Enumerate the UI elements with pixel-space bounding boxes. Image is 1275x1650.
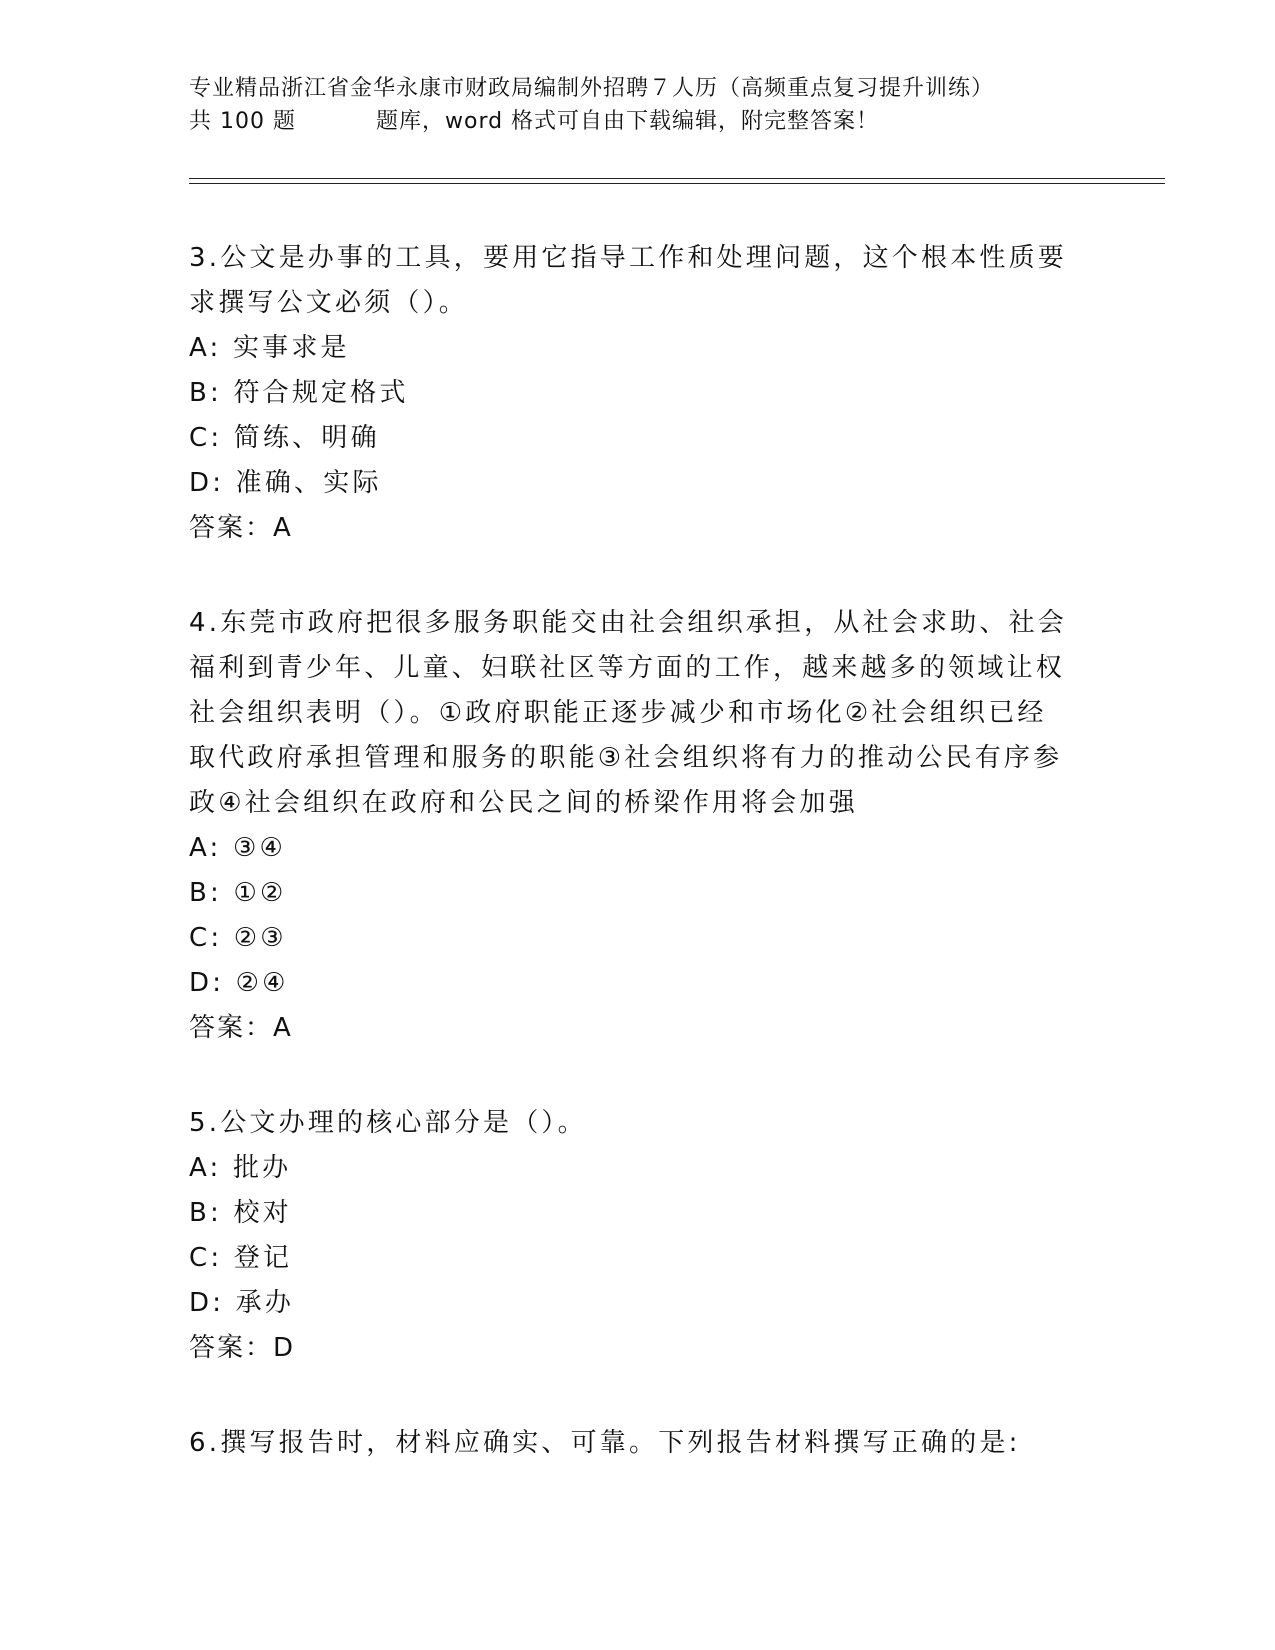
option-a: A: ③④ [189,833,286,863]
answer-line: 答案：D [189,1333,296,1363]
question-item [189,1421,1069,1466]
header-subtitle [189,105,1089,138]
question-list [189,236,1069,1466]
header-title: 专业精品浙江省金华永康市财政局编制外招聘７人历（高频重点复习提升训练） [189,76,995,101]
question-text: 3.公文是办事的工具，要用它指导工作和处理问题，这个根本性质要求撰写公文必须（）。 [189,243,1068,318]
page-header [189,72,1089,138]
header-divider-bottom [189,183,1165,184]
header-question-count: 共 100 题 [189,109,296,134]
question-item [189,1101,1069,1371]
header-description: 题库，word 格式可自由下载编辑，附完整答案！ [375,109,880,134]
question-text: 6.撰写报告时，材料应确实、可靠。下列报告材料撰写正确的是: [189,1428,1021,1458]
question-item [189,601,1069,1051]
option-d: D: ②④ [189,968,289,998]
answer-line: 答案：A [189,1013,293,1043]
answer-line: 答案：A [189,513,293,543]
option-c: C: 登记 [189,1243,293,1273]
question-item [189,236,1069,551]
option-c: C: 简练、明确 [189,423,380,453]
option-b: B: ①② [189,878,287,908]
question-text: 4.东莞市政府把很多服务职能交由社会组织承担，从社会求助、社会福利到青少年、儿童、妇联社区等方面的工作，越来越多的领域让权社会组织表明（）。①政府职能正逐步减少和市场化②社会组织已经取代政府承担管理和服务的职能③社会组织将有力的推动公民有序参政④社会组织在政府和公民之间的桥梁作用将会加强 [189,608,1068,818]
option-d: D: 承办 [189,1288,295,1318]
option-c: C: ②③ [189,923,287,953]
header-divider-top [189,178,1165,179]
option-b: B: 校对 [189,1198,292,1228]
option-d: D: 准确、实际 [189,468,382,498]
option-b: B: 符合规定格式 [189,378,409,408]
option-a: A: 实事求是 [189,333,350,363]
question-text: 5.公文办理的核心部分是（）。 [189,1108,587,1138]
option-a: A: 批办 [189,1153,292,1183]
